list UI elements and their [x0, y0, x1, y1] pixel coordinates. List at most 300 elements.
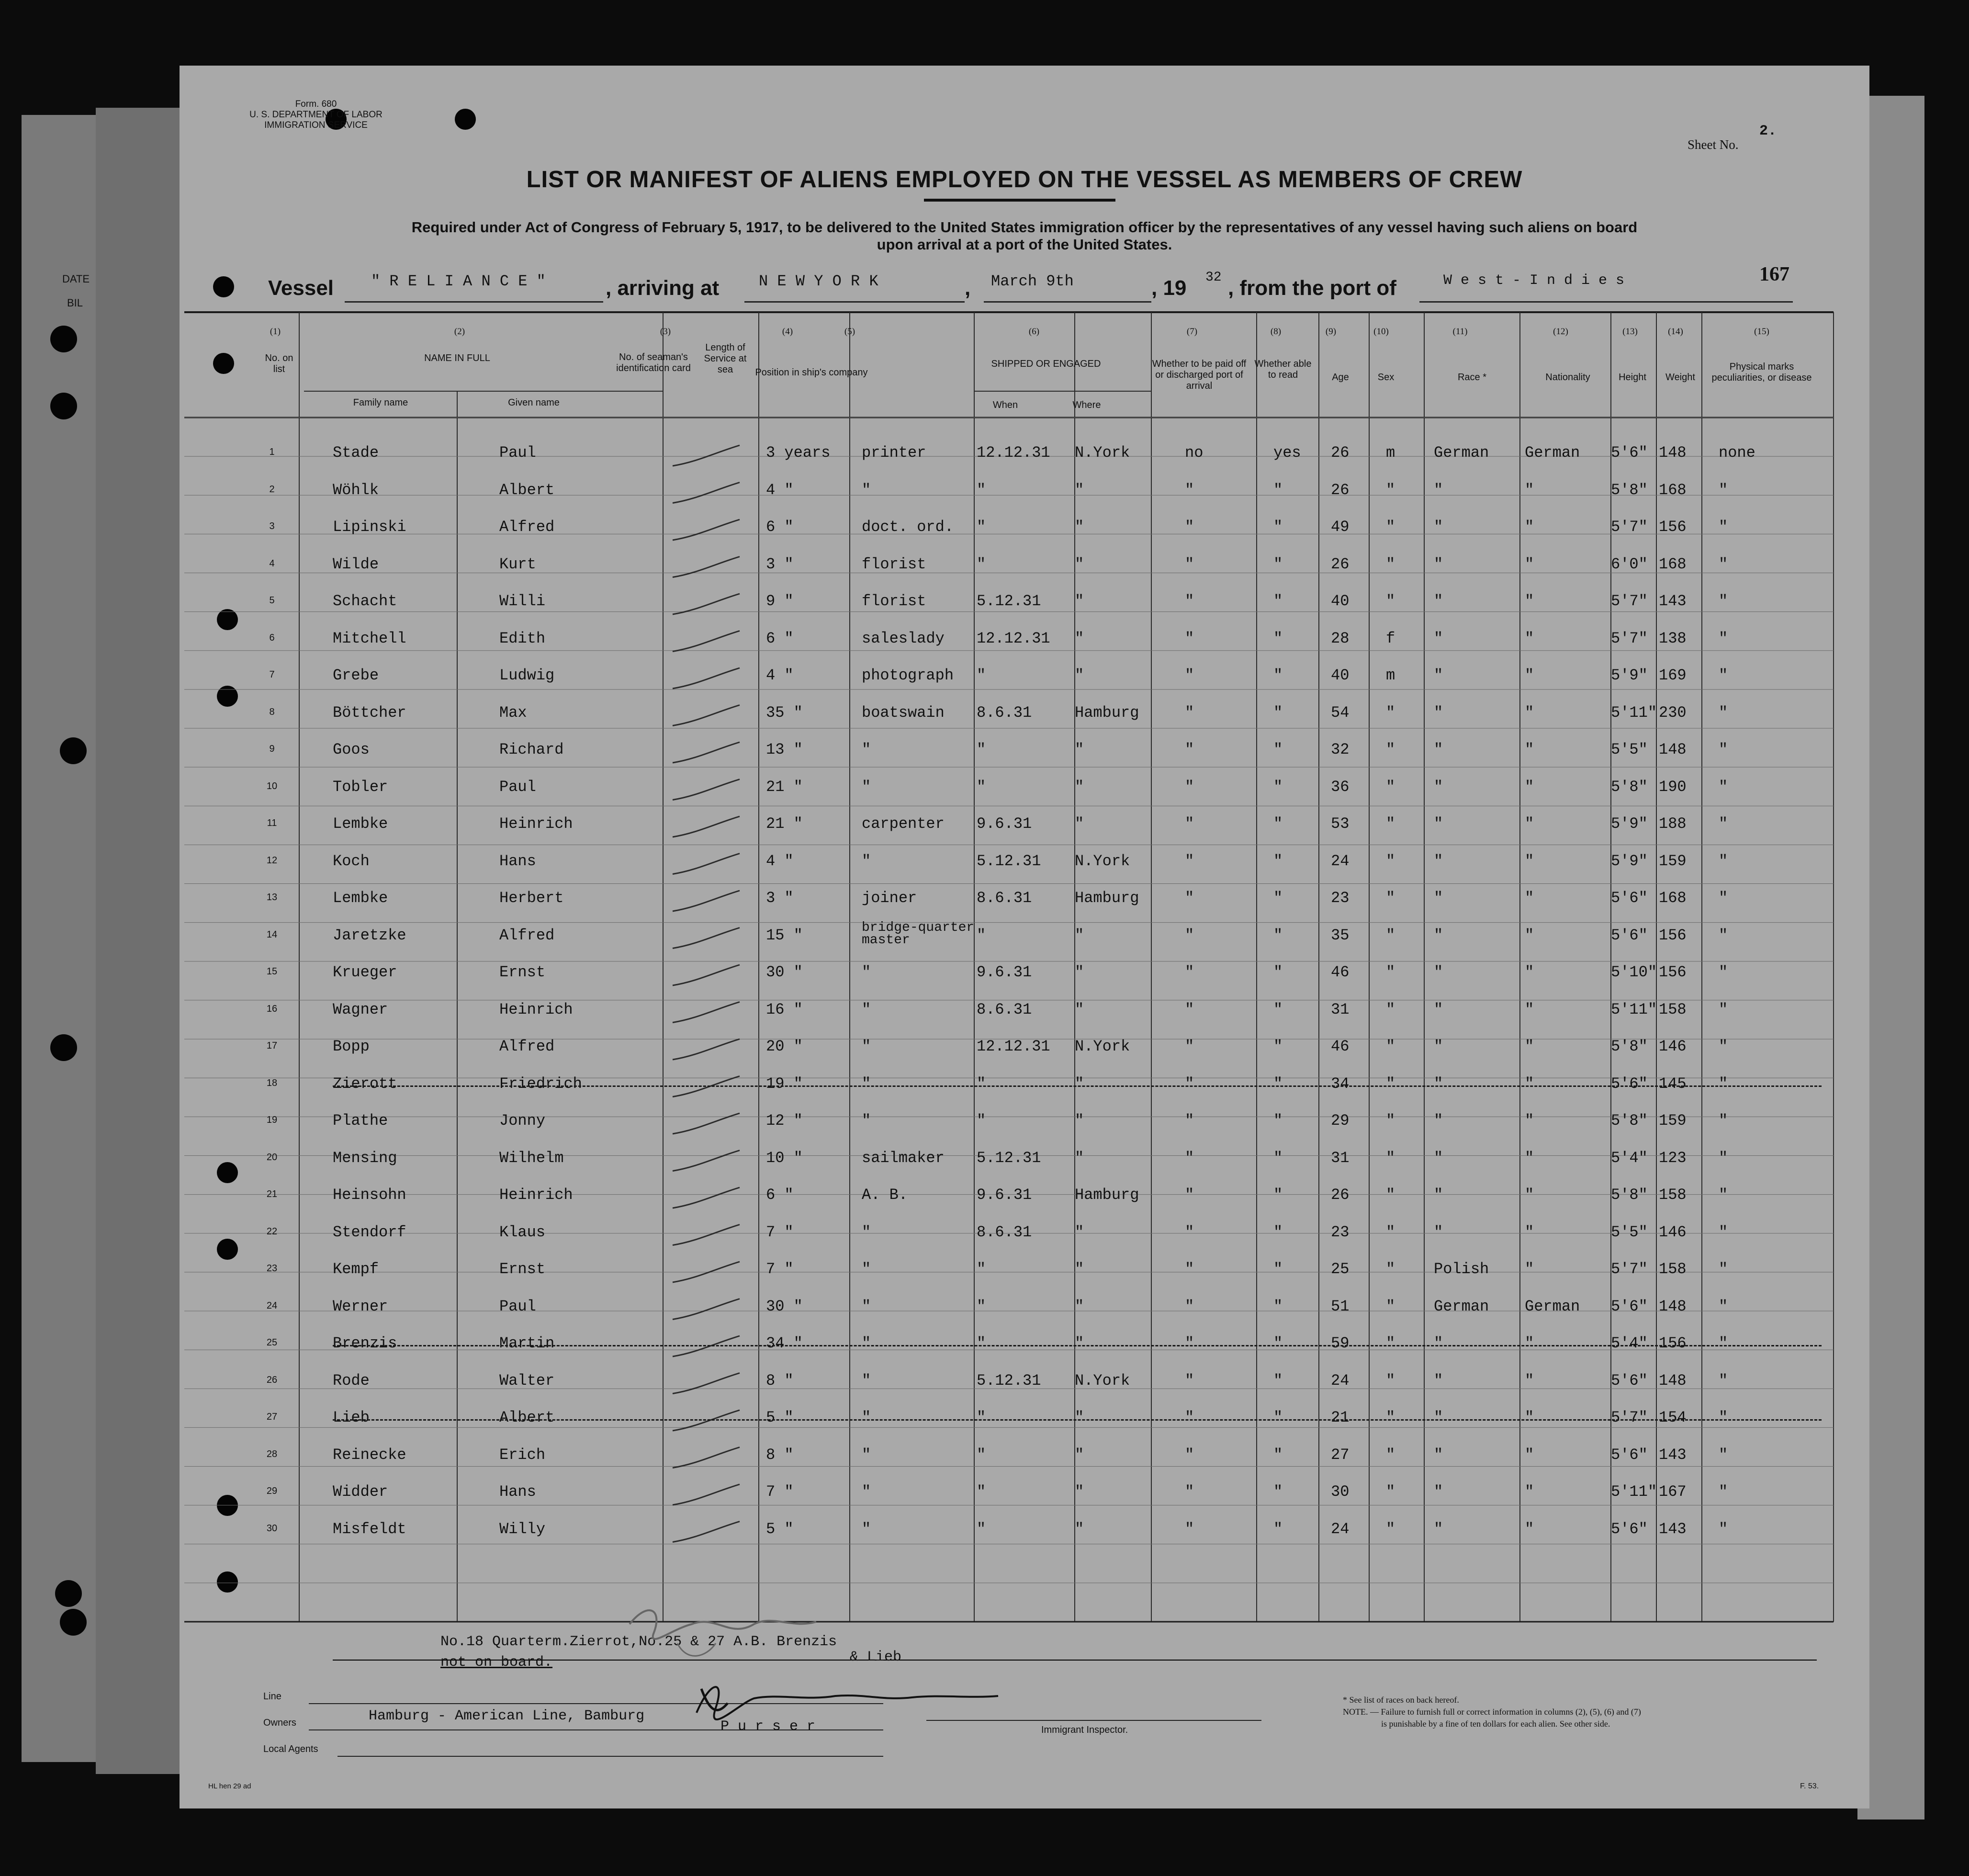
cell-read: " [1273, 1483, 1283, 1501]
cell-position: " [862, 481, 871, 499]
cell-sex: " [1386, 1074, 1395, 1093]
cell-given: Paul [499, 444, 536, 462]
cell-service: 8 " [766, 1446, 794, 1464]
cell-nat: " [1525, 1223, 1534, 1241]
cell-marks: " [1719, 1186, 1728, 1204]
cell-paid: " [1185, 1074, 1194, 1093]
cell-when: 12.12.31 [977, 1038, 1050, 1055]
cell-height: 5'9" [1611, 852, 1648, 870]
cell-sex: " [1386, 926, 1395, 944]
cell-position: florist [862, 555, 926, 573]
cell-read: " [1273, 1260, 1283, 1278]
cell-height: 5'7" [1611, 1409, 1648, 1426]
cell-nat: German [1525, 444, 1580, 462]
cell-read: " [1273, 1038, 1283, 1055]
cell-read: " [1273, 963, 1283, 981]
cell-read: " [1273, 1520, 1283, 1538]
column-number: (12) [1553, 327, 1568, 337]
cell-nat: " [1525, 555, 1534, 573]
cell-race: " [1434, 926, 1443, 944]
cell-service: 6 " [766, 518, 794, 536]
cell-given: Kurt [499, 555, 536, 573]
cell-service: 16 " [766, 1000, 803, 1018]
cell-paid: " [1185, 1112, 1194, 1130]
row-number: 6 [269, 632, 275, 643]
column-number: (6) [1028, 327, 1040, 337]
card-check-mark [673, 1225, 740, 1245]
cell-age: 28 [1331, 629, 1350, 647]
cell-read: " [1273, 481, 1283, 499]
cell-race: " [1434, 1149, 1443, 1167]
cell-family: Grebe [333, 667, 379, 684]
cell-family: Reinecke [333, 1446, 406, 1464]
cell-when: 5.12.31 [977, 1371, 1041, 1390]
cell-where: " [1075, 1297, 1084, 1315]
cell-position: " [862, 1409, 871, 1426]
cell-nat: " [1525, 592, 1534, 610]
vessel-name: " R E L I A N C E " [371, 272, 546, 290]
cell-race: Polish [1434, 1260, 1489, 1278]
cell-service: 4 " [766, 852, 794, 870]
row-number: 30 [266, 1523, 278, 1534]
cell-sex: " [1386, 741, 1395, 758]
card-check-mark [673, 1113, 740, 1134]
cell-sex: " [1386, 852, 1395, 870]
column-number: (3) [660, 327, 671, 337]
cell-weight: 159 [1659, 852, 1687, 870]
cell-where: " [1075, 518, 1084, 536]
cell-service: 4 " [766, 481, 794, 499]
cell-position: A. B. [862, 1186, 908, 1204]
cell-read: " [1273, 592, 1283, 610]
cell-when: 8.6.31 [977, 889, 1032, 907]
cell-family: Wagner [333, 1000, 388, 1018]
cell-nat: " [1525, 815, 1534, 833]
cell-race: " [1434, 1112, 1443, 1130]
cell-age: 34 [1331, 1074, 1350, 1093]
row-number: 23 [266, 1263, 278, 1274]
cell-service: 9 " [766, 592, 794, 610]
cell-when: 5.12.31 [977, 592, 1041, 610]
cell-where: " [1075, 926, 1084, 944]
cell-height: 5'7" [1611, 1260, 1648, 1278]
row-number: 20 [266, 1152, 278, 1163]
form-code: F. 53. [1800, 1782, 1819, 1790]
cell-age: 29 [1331, 1112, 1350, 1130]
cell-weight: 168 [1659, 889, 1687, 907]
cell-paid: " [1185, 481, 1194, 499]
cell-nat: " [1525, 1186, 1534, 1204]
cell-position: " [862, 1446, 871, 1464]
cell-weight: 156 [1659, 1334, 1687, 1352]
cell-given: Ludwig [499, 667, 555, 684]
cell-age: 24 [1331, 1371, 1350, 1390]
cell-race: " [1434, 1520, 1443, 1538]
cell-sex: " [1386, 1260, 1395, 1278]
cell-height: 5'7" [1611, 518, 1648, 536]
cell-position: " [862, 1520, 871, 1538]
cell-position: sailmaker [862, 1149, 945, 1167]
manifest-sheet [180, 66, 1869, 1808]
cell-marks: " [1719, 481, 1728, 499]
cell-family: Goos [333, 741, 370, 758]
cell-service: 21 " [766, 815, 803, 833]
cell-height: 5'11" [1611, 1000, 1657, 1018]
cell-race: German [1434, 1297, 1489, 1315]
cell-race: " [1434, 592, 1443, 610]
cell-sex: " [1386, 1149, 1395, 1167]
cell-where: " [1075, 629, 1084, 647]
cell-paid: " [1185, 815, 1194, 833]
cell-where: " [1075, 1074, 1084, 1093]
cell-when: 12.12.31 [977, 629, 1050, 647]
cell-paid: " [1185, 926, 1194, 944]
cell-paid: " [1185, 1186, 1194, 1204]
cell-age: 25 [1331, 1260, 1350, 1278]
cell-when: 9.6.31 [977, 1186, 1032, 1204]
cell-position: " [862, 1223, 871, 1241]
row-number: 4 [269, 558, 275, 569]
cell-given: Friedrich [499, 1074, 582, 1093]
cell-race: " [1434, 852, 1443, 870]
cell-position: photograph [862, 667, 954, 684]
cell-height: 5'8" [1611, 481, 1648, 499]
purser-title: P u r s e r [720, 1718, 816, 1735]
cell-given: Alfred [499, 518, 555, 536]
cell-read: " [1273, 1074, 1283, 1093]
cell-height: 5'6" [1611, 1520, 1648, 1538]
cell-family: Kempf [333, 1260, 379, 1278]
cell-weight: 230 [1659, 703, 1687, 722]
cell-family: Mitchell [333, 629, 406, 647]
header-paid-off: Whether to be paid off or discharged port of arrival [1152, 359, 1247, 391]
cell-where: " [1075, 481, 1084, 499]
cell-family: Jaretzke [333, 926, 406, 944]
card-check-mark [673, 891, 740, 911]
cell-where: N.York [1075, 1371, 1130, 1390]
cell-position: " [862, 1000, 871, 1018]
header-length-service: Length of Service at sea [704, 342, 747, 375]
cell-service: 3 years [766, 444, 831, 462]
cell-race: " [1434, 1074, 1443, 1093]
date-comma: , [965, 276, 971, 300]
races-note: * See list of races on back hereof. [1343, 1695, 1459, 1705]
cell-sex: " [1386, 1186, 1395, 1204]
department-name: U. S. DEPARTMENT OF LABOR [249, 110, 383, 120]
cell-where: N.York [1075, 852, 1130, 870]
cell-family: Krueger [333, 963, 397, 981]
cell-race: " [1434, 667, 1443, 684]
cell-position: boatswain [862, 703, 945, 722]
cell-weight: 148 [1659, 444, 1687, 462]
cell-read: " [1273, 1112, 1283, 1130]
row-number: 26 [266, 1374, 278, 1385]
cell-age: 26 [1331, 1186, 1350, 1204]
cell-age: 24 [1331, 1520, 1350, 1538]
cell-family: Böttcher [333, 703, 406, 722]
cell-sex: " [1386, 592, 1395, 610]
row-number: 5 [269, 595, 275, 606]
cell-nat: " [1525, 703, 1534, 722]
column-number: (1) [270, 327, 281, 337]
cell-race: " [1434, 778, 1443, 796]
cell-service: 7 " [766, 1260, 794, 1278]
cell-age: 53 [1331, 815, 1350, 833]
row-number: 8 [269, 706, 275, 717]
cell-read: " [1273, 815, 1283, 833]
cell-nat: " [1525, 1112, 1534, 1130]
stamp-number: 167 [1759, 263, 1789, 285]
cell-race: " [1434, 815, 1443, 833]
cell-when: " [977, 1520, 986, 1538]
owners-value: Hamburg - American Line, Bamburg [369, 1708, 645, 1724]
cell-given: Hans [499, 852, 536, 870]
cell-nat: " [1525, 518, 1534, 536]
margin-fragment-date: DATE [62, 273, 90, 285]
cell-marks: " [1719, 852, 1728, 870]
cell-age: 35 [1331, 926, 1350, 944]
cell-service: 19 " [766, 1074, 803, 1093]
cell-weight: 143 [1659, 592, 1687, 610]
cell-marks: " [1719, 1074, 1728, 1093]
cell-given: Alfred [499, 1038, 555, 1055]
cell-service: 5 " [766, 1409, 794, 1426]
cell-height: 5'9" [1611, 815, 1648, 833]
cell-nat: " [1525, 1000, 1534, 1018]
cell-marks: " [1719, 1520, 1728, 1538]
column-number: (4) [782, 327, 793, 337]
cell-family: Stade [333, 444, 379, 462]
cell-position: carpenter [862, 815, 945, 833]
row-number: 27 [266, 1412, 278, 1422]
cell-read: " [1273, 518, 1283, 536]
cell-service: 10 " [766, 1149, 803, 1167]
cell-weight: 167 [1659, 1483, 1687, 1501]
cell-race: " [1434, 1223, 1443, 1241]
cell-position: printer [862, 444, 926, 462]
cell-where: N.York [1075, 444, 1130, 462]
cell-weight: 168 [1659, 481, 1687, 499]
immigrant-inspector-label: Immigrant Inspector. [1041, 1725, 1128, 1735]
cell-age: 24 [1331, 852, 1350, 870]
cell-position: " [862, 1038, 871, 1055]
card-check-mark [673, 520, 740, 540]
cell-family: Tobler [333, 778, 388, 796]
cell-where: " [1075, 778, 1084, 796]
cell-read: yes [1273, 444, 1301, 462]
cell-when: " [977, 667, 986, 684]
cell-given: Willi [499, 592, 546, 610]
cell-height: 5'6" [1611, 1297, 1648, 1315]
cell-height: 5'8" [1611, 778, 1648, 796]
column-number: (9) [1325, 327, 1337, 337]
cell-race: " [1434, 1371, 1443, 1390]
cell-height: 5'7" [1611, 592, 1648, 610]
cell-paid: " [1185, 778, 1194, 796]
cell-given: Martin [499, 1334, 555, 1352]
cell-given: Ernst [499, 963, 546, 981]
cell-nat: " [1525, 889, 1534, 907]
cell-race: " [1434, 1000, 1443, 1018]
cell-height: 5'6" [1611, 444, 1648, 462]
row-number: 3 [269, 521, 275, 531]
cell-race: " [1434, 1483, 1443, 1501]
cell-nat: " [1525, 926, 1534, 944]
cell-family: Lembke [333, 815, 388, 833]
underlying-sheet-strip [96, 108, 189, 1774]
cell-nat: " [1525, 1520, 1534, 1538]
cell-when: " [977, 778, 986, 796]
punch-hole [50, 1034, 77, 1061]
cell-family: Lieb [333, 1409, 370, 1426]
penalty-note-b: is punishable by a fine of ten dollars for each alien. See other side. [1381, 1719, 1610, 1729]
cell-age: 26 [1331, 444, 1350, 462]
cell-height: 5'5" [1611, 741, 1648, 758]
card-check-mark [673, 668, 740, 689]
cell-marks: " [1719, 1446, 1728, 1464]
cell-race: " [1434, 555, 1443, 573]
cell-height: 5'8" [1611, 1038, 1648, 1055]
cell-weight: 158 [1659, 1186, 1687, 1204]
cell-given: Willy [499, 1520, 546, 1538]
cell-family: Koch [333, 852, 370, 870]
cell-sex: " [1386, 481, 1395, 499]
cell-age: 26 [1331, 481, 1350, 499]
cell-where: Hamburg [1075, 889, 1139, 907]
cell-paid: " [1185, 1223, 1194, 1241]
cell-position: florist [862, 592, 926, 610]
cell-family: Mensing [333, 1149, 397, 1167]
cell-paid: " [1185, 703, 1194, 722]
card-check-mark [673, 1299, 740, 1320]
service-name: IMMIGRATION SERVICE [264, 120, 368, 130]
row-number: 17 [266, 1040, 278, 1051]
cell-height: 5'11" [1611, 703, 1657, 722]
cell-weight: 154 [1659, 1409, 1687, 1426]
cell-read: " [1273, 629, 1283, 647]
cell-service: 3 " [766, 555, 794, 573]
cell-given: Ernst [499, 1260, 546, 1278]
cell-sex: " [1386, 518, 1395, 536]
cell-read: " [1273, 1297, 1283, 1315]
cell-paid: " [1185, 629, 1194, 647]
row-number: 28 [266, 1448, 278, 1459]
cell-sex: " [1386, 1038, 1395, 1055]
cell-weight: 138 [1659, 629, 1687, 647]
footnote-not-on-board-line2: not on board. [440, 1654, 553, 1671]
cell-paid: " [1185, 1483, 1194, 1501]
cell-read: " [1273, 1446, 1283, 1464]
cell-read: " [1273, 741, 1283, 758]
cell-service: 34 " [766, 1334, 803, 1352]
cell-marks: " [1719, 703, 1728, 722]
cell-paid: " [1185, 963, 1194, 981]
header-sex: Sex [1377, 372, 1395, 383]
cell-nat: " [1525, 1149, 1534, 1167]
row-number: 21 [266, 1189, 278, 1199]
cell-where: " [1075, 1149, 1084, 1167]
cell-race: " [1434, 1409, 1443, 1426]
card-check-mark [673, 483, 740, 503]
cell-weight: 156 [1659, 518, 1687, 536]
row-number: 25 [266, 1337, 278, 1348]
row-number: 2 [269, 484, 275, 495]
cell-marks: " [1719, 926, 1728, 944]
sheet-number-label: Sheet No. [1688, 137, 1739, 152]
row-number: 24 [266, 1300, 278, 1311]
cell-position: " [862, 1297, 871, 1315]
cell-nat: " [1525, 1334, 1534, 1352]
card-check-mark [673, 816, 740, 837]
cell-nat: " [1525, 1446, 1534, 1464]
cell-age: 46 [1331, 963, 1350, 981]
header-physical-marks: Physical marks peculiarities, or disease [1711, 362, 1812, 383]
cell-height: 5'6" [1611, 889, 1648, 907]
cell-race: " [1434, 1334, 1443, 1352]
cell-when: 8.6.31 [977, 1223, 1032, 1241]
cell-service: 30 " [766, 963, 803, 981]
cell-service: 3 " [766, 889, 794, 907]
cell-read: " [1273, 778, 1283, 796]
column-number: (8) [1270, 327, 1282, 337]
column-number: (7) [1186, 327, 1198, 337]
cell-weight: 148 [1659, 1371, 1687, 1390]
cell-height: 5'9" [1611, 667, 1648, 684]
cell-marks: " [1719, 1483, 1728, 1501]
cell-given: Walter [499, 1371, 555, 1390]
cell-read: " [1273, 555, 1283, 573]
departure-port: W e s t - I n d i e s [1443, 272, 1625, 289]
cell-when: " [977, 1260, 986, 1278]
agents-rule [338, 1756, 883, 1757]
cell-where: " [1075, 815, 1084, 833]
cell-paid: " [1185, 1000, 1194, 1018]
cell-nat: " [1525, 852, 1534, 870]
cell-given: Max [499, 703, 527, 722]
cell-when: " [977, 1483, 986, 1501]
cell-when: 5.12.31 [977, 852, 1041, 870]
cell-family: Schacht [333, 592, 397, 610]
cell-nat: German [1525, 1297, 1580, 1315]
cell-position: bridge-quarter master [862, 920, 975, 948]
cell-marks: " [1719, 1149, 1728, 1167]
header-given-name: Given name [508, 397, 560, 408]
cell-service: 15 " [766, 926, 803, 944]
cell-race: " [1434, 703, 1443, 722]
cell-read: " [1273, 852, 1283, 870]
cell-family: Heinsohn [333, 1186, 406, 1204]
cell-read: " [1273, 1409, 1283, 1426]
cell-position: " [862, 1260, 871, 1278]
cell-family: Misfeldt [333, 1520, 406, 1538]
cell-sex: " [1386, 1334, 1395, 1352]
cell-family: Brenzis [333, 1334, 397, 1352]
cell-weight: 143 [1659, 1520, 1687, 1538]
row-number: 10 [266, 780, 278, 791]
cell-where: " [1075, 1223, 1084, 1241]
cell-where: " [1075, 1334, 1084, 1352]
strikethrough-line [333, 1345, 1822, 1346]
cell-height: 5'6" [1611, 1371, 1648, 1390]
cell-weight: 148 [1659, 741, 1687, 758]
card-check-mark [673, 594, 740, 614]
row-number: 29 [266, 1486, 278, 1496]
cell-service: 8 " [766, 1371, 794, 1390]
header-when: When [992, 400, 1018, 410]
cell-weight: 169 [1659, 667, 1687, 684]
cell-height: 5'8" [1611, 1186, 1648, 1204]
cell-marks: " [1719, 1038, 1728, 1055]
